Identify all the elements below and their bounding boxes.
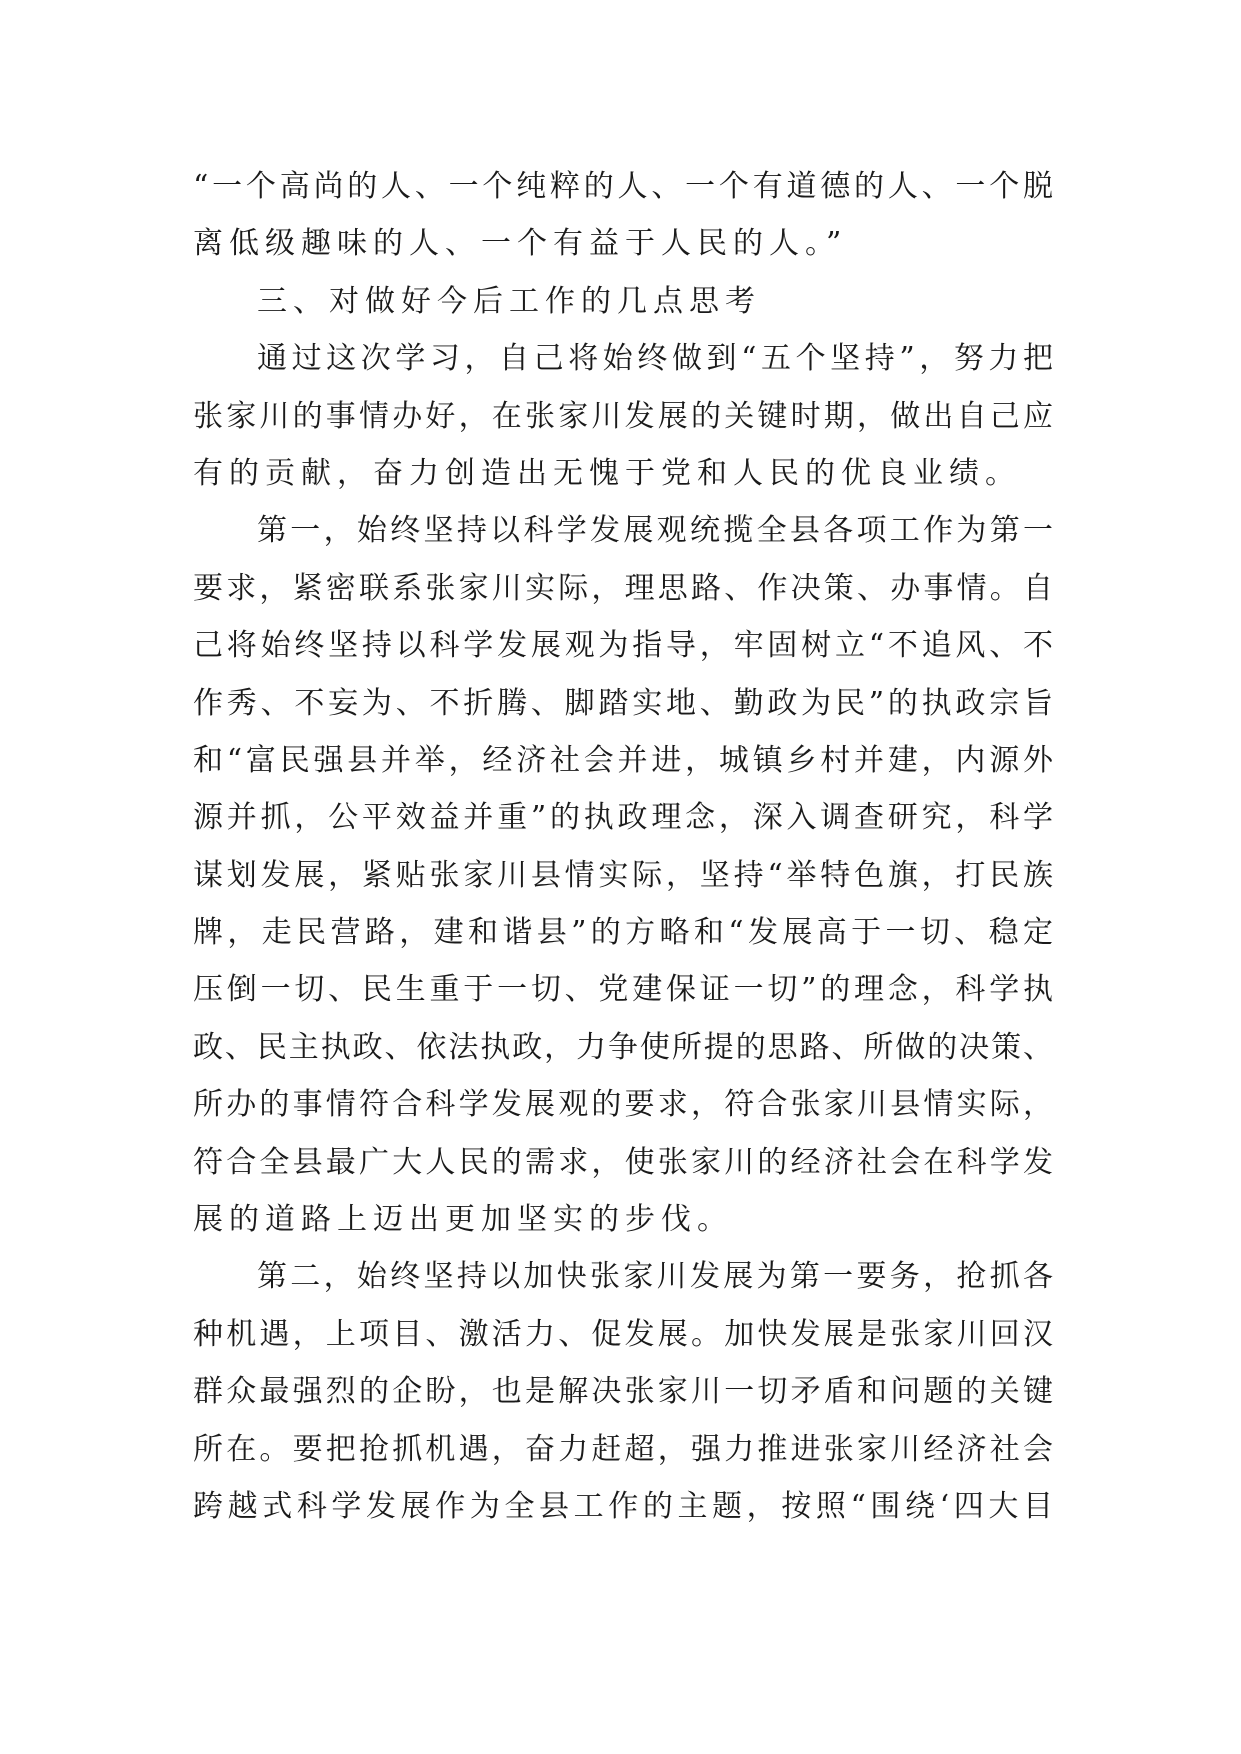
text-line: 第一，始终坚持以科学发展观统揽全县各项工作为第一 — [257, 513, 1053, 549]
text-line: “一个高尚的人、一个纯粹的人、一个有道德的人、一个脱 — [193, 169, 1053, 204]
text-line: 有的贡献，奋力创造出无愧于党和人民的优良业绩。 — [193, 455, 1021, 491]
text-line: 牌，走民营路，建和谐县”的方略和“发展高于一切、稳定 — [193, 915, 1053, 951]
text-line: 展的道路上迈出更加坚实的步伐。 — [193, 1202, 733, 1238]
text-line: 所办的事情符合科学发展观的要求，符合张家川县情实际， — [193, 1087, 1053, 1123]
text-line: 跨越式科学发展作为全县工作的主题，按照“围绕‘四大目 — [193, 1488, 1053, 1524]
text-line: 作秀、不妄为、不折腾、脚踏实地、勤政为民”的执政宗旨 — [193, 685, 1053, 721]
text-line: 符合全县最广大人民的需求，使张家川的经济社会在科学发 — [193, 1144, 1053, 1180]
text-line: 三、对做好今后工作的几点思考 — [257, 283, 761, 319]
text-line: 群众最强烈的企盼，也是解决张家川一切矛盾和问题的关键 — [193, 1374, 1053, 1410]
text-line: 谋划发展，紧贴张家川县情实际，坚持“举特色旗，打民族 — [193, 857, 1053, 893]
text-line: 源并抓，公平效益并重”的执政理念，深入调查研究，科学 — [193, 800, 1053, 836]
text-line: 政、民主执政、依法执政，力争使所提的思路、所做的决策、 — [193, 1029, 1053, 1065]
text-line: 要求，紧密联系张家川实际，理思路、作决策、办事情。自 — [193, 570, 1053, 606]
text-line: 所在。要把抢抓机遇，奋力赶超，强力推进张家川经济社会 — [193, 1431, 1053, 1467]
text-line: 种机遇，上项目、激活力、促发展。加快发展是张家川回汉 — [193, 1316, 1053, 1352]
text-line: 通过这次学习，自己将始终做到“五个坚持”，努力把 — [257, 341, 1053, 377]
text-line: 张家川的事情办好，在张家川发展的关键时期，做出自己应 — [193, 398, 1053, 434]
text-line: 第二，始终坚持以加快张家川发展为第一要务，抢抓各 — [257, 1259, 1053, 1295]
text-line: 和“富民强县并举，经济社会并进，城镇乡村并建，内源外 — [193, 742, 1053, 778]
body-text — [193, 158, 1053, 1535]
text-line: 己将始终坚持以科学发展观为指导，牢固树立“不追风、不 — [193, 628, 1053, 664]
text-line: 离低级趣味的人、一个有益于人民的人。” — [193, 226, 848, 262]
text-line: 压倒一切、民生重于一切、党建保证一切”的理念，科学执 — [193, 972, 1053, 1008]
